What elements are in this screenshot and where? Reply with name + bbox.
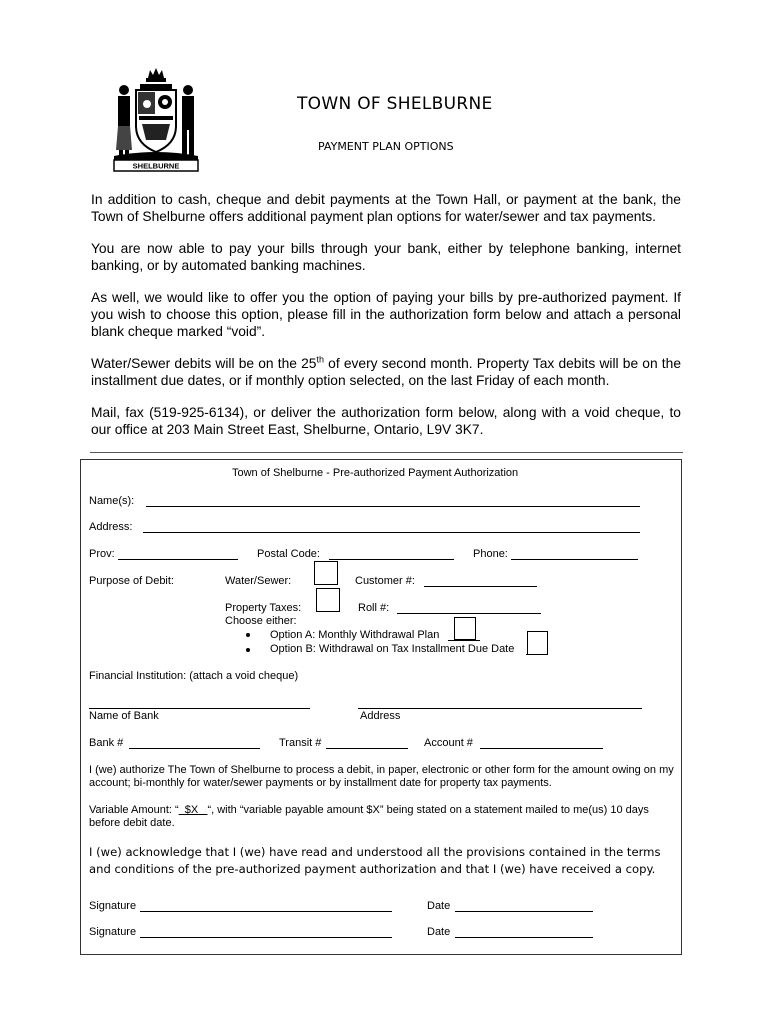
phone-label: Phone: xyxy=(473,548,508,560)
postal-code-field[interactable] xyxy=(329,559,454,560)
option-b-checkbox[interactable] xyxy=(527,631,548,655)
roll-number-label: Roll #: xyxy=(358,602,390,614)
bank-address-label: Address xyxy=(360,710,401,722)
date-field-1[interactable] xyxy=(455,911,593,912)
variable-amount-text: Variable Amount: “ $X “, with “variable payable amount $X” being stated on a statement mailed to me(us) 10 days before debit date. xyxy=(89,804,649,829)
divider xyxy=(90,452,683,453)
bullet-icon xyxy=(246,633,250,637)
names-field[interactable] xyxy=(146,506,640,507)
customer-number-field[interactable] xyxy=(424,586,537,587)
address-field[interactable] xyxy=(143,532,640,533)
bullet-icon xyxy=(246,648,250,652)
authorization-form xyxy=(80,459,682,955)
bank-number-field[interactable] xyxy=(129,748,260,749)
date-field-2[interactable] xyxy=(455,937,593,938)
address-label: Address: xyxy=(89,521,133,533)
option-b-label: Option B: Withdrawal on Tax Installment Due Date xyxy=(270,643,515,655)
variable-amount-value: $X xyxy=(178,804,208,816)
date-label-1: Date xyxy=(427,900,451,912)
preauthorized-paragraph: As well, we would like to offer you the option of paying your bills by pre-authorized payment. If you wish to choose this option, please fill in the authorization form below and attach a personal blank cheque marked “void”. xyxy=(91,290,681,339)
signature-field-2[interactable] xyxy=(140,937,392,938)
date-label-2: Date xyxy=(427,926,451,938)
account-number-label: Account # xyxy=(424,737,473,749)
debit-dates-paragraph: Water/Sewer debits will be on the 25th of every second month. Property Tax debits will be on the installment due dates, or if monthly option selected, on the last Friday of each month. xyxy=(91,354,681,388)
transit-number-field[interactable] xyxy=(326,748,408,749)
bank-name-label: Name of Bank xyxy=(89,710,159,722)
intro-paragraph: In addition to cash, cheque and debit payments at the Town Hall, or payment at the bank, the Town of Shelburne offers additional payment plan options for water/sewer and tax payments. xyxy=(91,192,681,224)
page-subtitle: PAYMENT PLAN OPTIONS xyxy=(318,140,454,153)
account-number-field[interactable] xyxy=(480,748,603,749)
form-title: Town of Shelburne - Pre-authorized Payment Authorization xyxy=(232,467,519,479)
page-title: TOWN OF SHELBURNE xyxy=(297,94,493,114)
customer-number-label: Customer #: xyxy=(355,575,415,587)
bank-address-field[interactable] xyxy=(358,708,642,709)
prov-label: Prov: xyxy=(89,548,115,560)
bank-name-field[interactable] xyxy=(89,708,310,709)
prov-field[interactable] xyxy=(118,559,238,560)
purpose-label: Purpose of Debit: xyxy=(89,575,174,587)
bank-number-label: Bank # xyxy=(89,737,124,749)
signature-field-1[interactable] xyxy=(140,911,392,912)
banking-paragraph: You are now able to pay your bills through your bank, either by telephone banking, internet banking, or by automated banking machines. xyxy=(91,241,681,273)
signature-label-1: Signature xyxy=(89,900,137,912)
property-taxes-label: Property Taxes: xyxy=(225,602,302,614)
roll-number-field[interactable] xyxy=(397,613,541,614)
mail-paragraph: Mail, fax (519-925-6134), or deliver the authorization form below, along with a void cheque, to our office at 203 Main Street East, Shelburne, Ontario, L9V 3K7. xyxy=(91,405,681,437)
signature-label-2: Signature xyxy=(89,926,137,938)
town-crest-logo xyxy=(110,64,202,172)
authorization-text: I (we) authorize The Town of Shelburne to process a debit, in paper, electronic or other form for the amount owing on my account; bi-monthly for water/sewer payments or by installment date for property tax payments. xyxy=(89,764,674,789)
option-a-checkbox[interactable] xyxy=(454,617,476,640)
choose-either-label: Choose either: xyxy=(225,615,297,627)
option-a-label: Option A: Monthly Withdrawal Plan xyxy=(270,629,440,641)
water-sewer-checkbox[interactable] xyxy=(314,561,338,585)
transit-number-label: Transit # xyxy=(279,737,322,749)
phone-field[interactable] xyxy=(511,559,638,560)
acknowledgement-text: I (we) acknowledge that I (we) have read and understood all the provisions contained in the terms and conditions of the pre-authorized payment authorization and that I (we) have received a copy. xyxy=(89,845,661,876)
crest-banner-text: SHELBURNE xyxy=(132,161,180,171)
financial-institution-label: Financial Institution: (attach a void cheque) xyxy=(89,670,299,682)
property-taxes-checkbox[interactable] xyxy=(316,588,340,612)
names-label: Name(s): xyxy=(89,495,135,507)
option-a-underline xyxy=(448,640,480,641)
postal-code-label: Postal Code: xyxy=(257,548,320,560)
water-sewer-label: Water/Sewer: xyxy=(225,575,292,587)
